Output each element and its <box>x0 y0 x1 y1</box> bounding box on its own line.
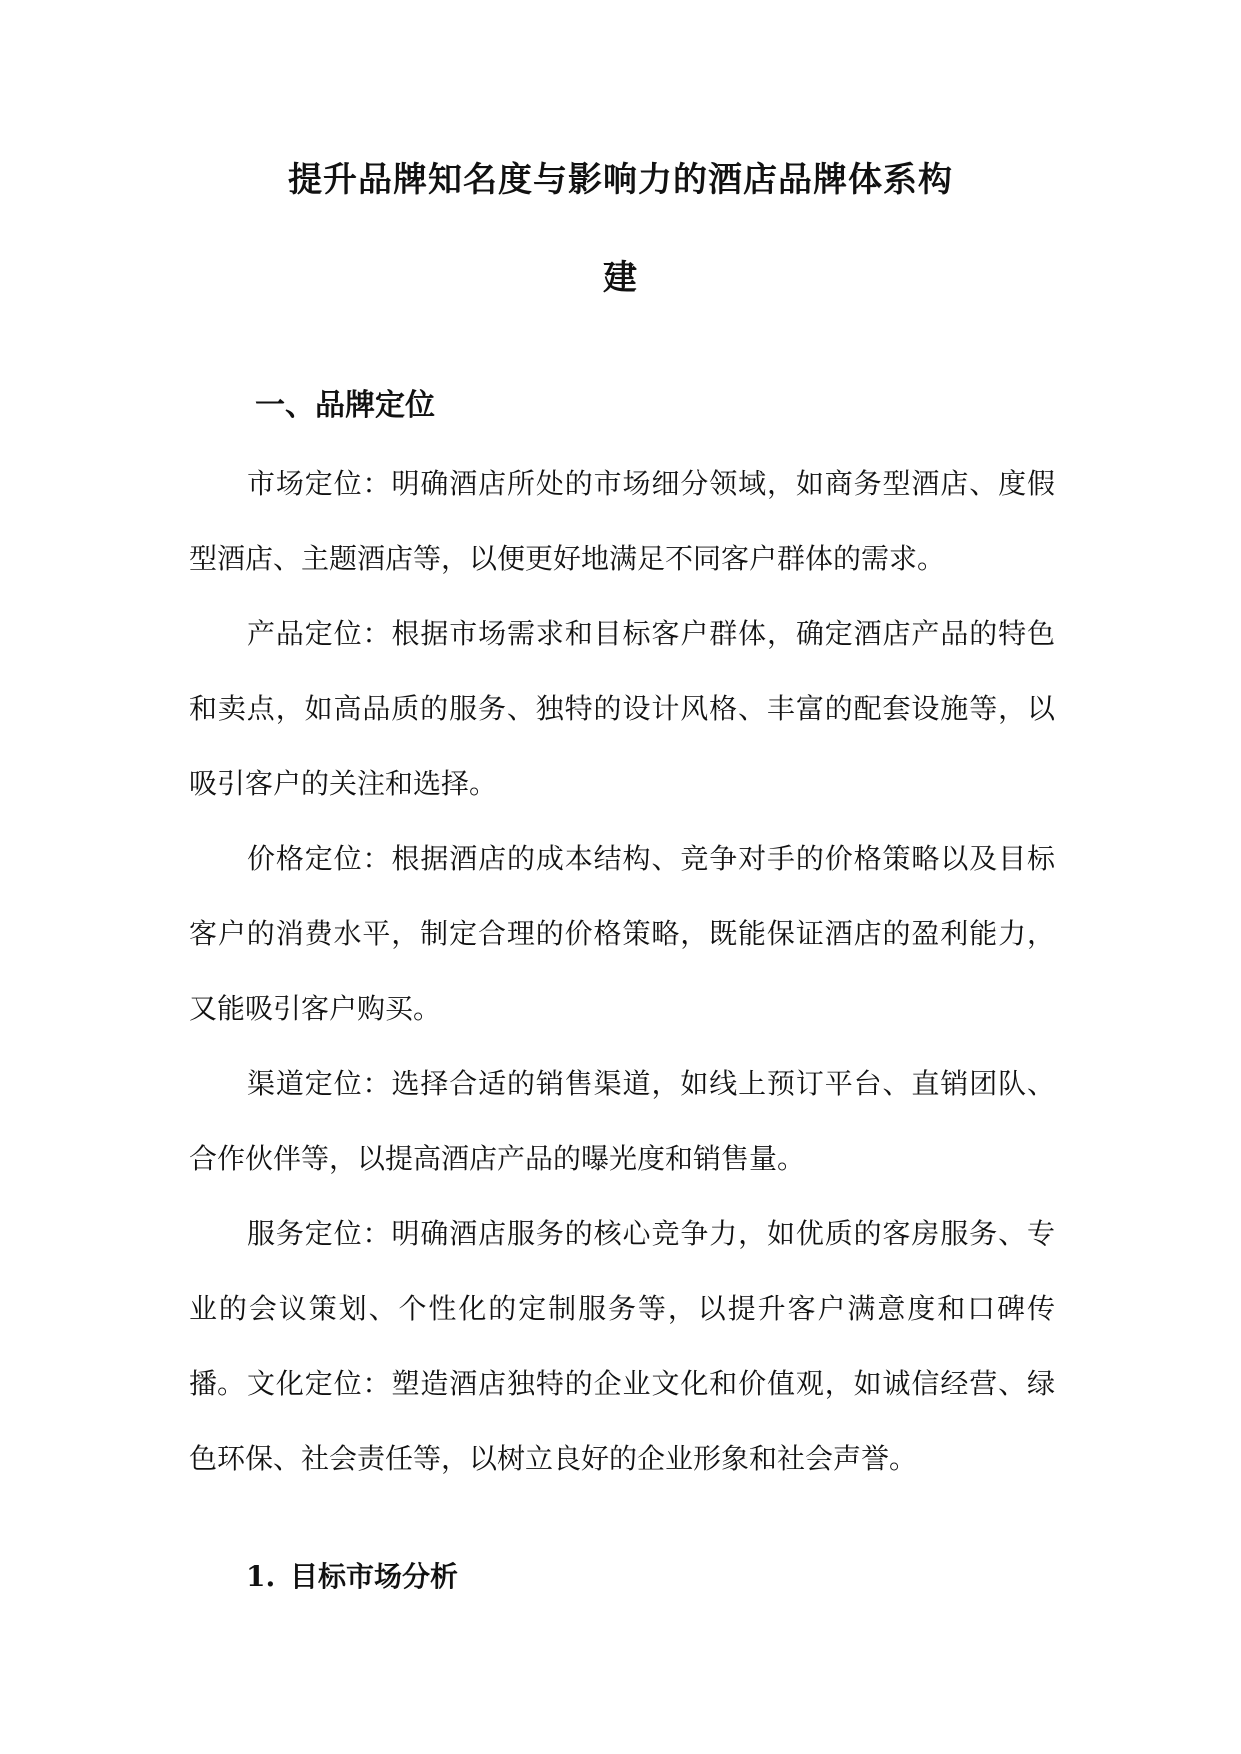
paragraph-service-positioning: 服务定位：明确酒店服务的核心竞争力，如优质的客房服务、专业的会议策划、个性化的定制服务等，以提升客户满意度和口碑传播。 <box>189 1217 1055 1400</box>
paragraph-channel-positioning: 渠道定位：选择合适的销售渠道，如线上预订平台、直销团队、合作伙伴等，以提高酒店产品的曝光度和销售量。 <box>189 1067 1055 1175</box>
subsection-number: 1. <box>246 1560 276 1593</box>
paragraph-price-positioning: 价格定位：根据酒店的成本结构、竞争对手的价格策略以及目标客户的消费水平，制定合理的价格策略，既能保证酒店的盈利能力，又能吸引客户购买。 <box>189 842 1055 1025</box>
document-title-line-1: 提升品牌知名度与影响力的酒店品牌体系构 <box>288 160 953 200</box>
paragraph-culture-positioning: 文化定位：塑造酒店独特的企业文化和价值观，如诚信经营、绿色环保、社会责任等，以树立良好的企业形象和社会声誉。 <box>189 1367 1055 1475</box>
section-heading-brand-positioning: 一、品牌定位 <box>255 388 435 423</box>
document-title-line-2: 建 <box>603 258 638 298</box>
subsection-heading <box>246 1555 458 1595</box>
paragraph-product-positioning: 产品定位：根据市场需求和目标客户群体，确定酒店产品的特色和卖点，如高品质的服务、独特的设计风格、丰富的配套设施等，以吸引客户的关注和选择。 <box>189 617 1055 800</box>
subsection-title: 目标市场分析 <box>290 1560 459 1593</box>
paragraph-market-positioning: 市场定位：明确酒店所处的市场细分领域，如商务型酒店、度假型酒店、主题酒店等，以便更好地满足不同客户群体的需求。 <box>189 467 1055 575</box>
